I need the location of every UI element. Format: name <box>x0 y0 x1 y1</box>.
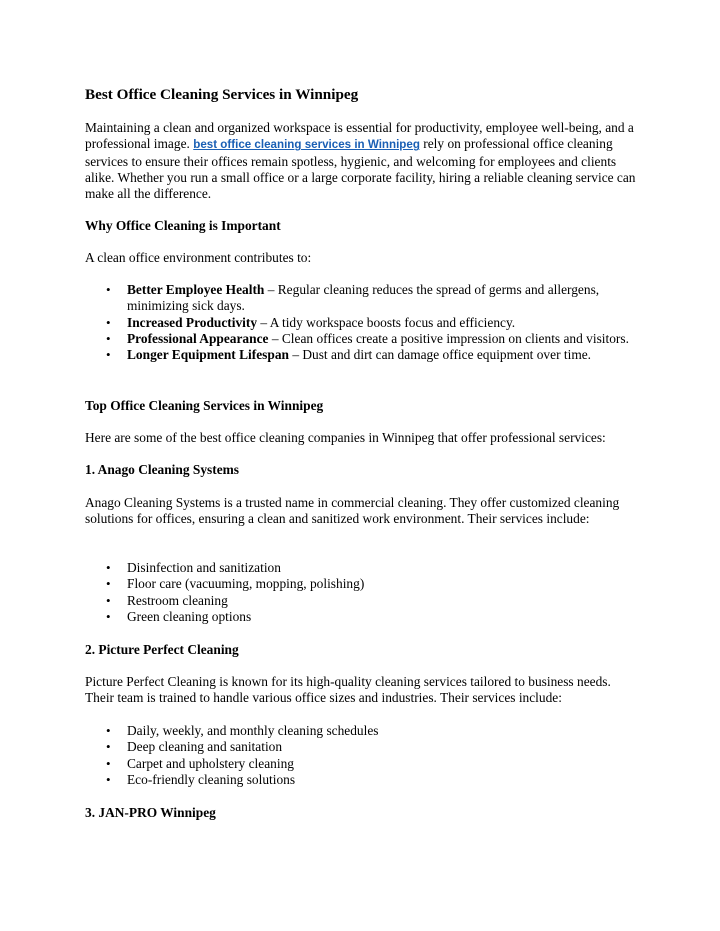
company-desc-picture-perfect: Picture Perfect Cleaning is known for its high-quality cleaning services tailored to business needs. Their team is trained to handle various office sizes and industries. Their services include: <box>85 674 611 706</box>
list-item: • Floor care (vacuuming, mopping, polishing) <box>85 576 645 592</box>
benefit-desc: – Clean offices create a positive impression on clients and visitors. <box>268 330 629 346</box>
anago-services-list <box>85 560 645 625</box>
benefit-term: Increased Productivity <box>127 314 258 330</box>
top-services-heading: Top Office Cleaning Services in Winnipeg <box>85 398 324 413</box>
page-title: Best Office Cleaning Services in Winnipeg <box>85 86 359 103</box>
company-heading-anago: 1. Anago Cleaning Systems <box>85 462 240 477</box>
list-item: • Daily, weekly, and monthly cleaning schedules <box>85 723 645 739</box>
benefit-term: Professional Appearance <box>127 330 269 346</box>
benefit-desc: – A tidy workspace boosts focus and efficiency. <box>257 314 516 330</box>
list-item: • Restroom cleaning <box>85 593 645 609</box>
list-item <box>85 282 645 315</box>
company-heading-janpro: 3. JAN-PRO Winnipeg <box>85 805 216 820</box>
benefits-list <box>85 282 645 363</box>
list-item: • Eco-friendly cleaning solutions <box>85 772 645 788</box>
intro-text-2: rely on professional office cleaning services to ensure their offices remain spotless, hygienic, and welcoming for employees and clients alike. Whether you run a small office or a large corporate facility, hiring a reliable cleaning service can make all the difference. <box>85 136 636 202</box>
services-link[interactable]: best office cleaning services in Winnipeg <box>193 138 420 152</box>
why-heading: Why Office Cleaning is Important <box>85 218 281 233</box>
list-item <box>85 331 645 347</box>
list-item: • Carpet and upholstery cleaning <box>85 756 645 772</box>
benefit-term: Better Employee Health <box>127 282 265 297</box>
why-lead: A clean office environment contributes to: <box>85 250 312 265</box>
intro-text-1: Maintaining a clean and organized workspace is essential for productivity, employee well-being, and a professional image. <box>85 120 634 152</box>
list-item: • Deep cleaning and sanitation <box>85 739 645 755</box>
list-item <box>85 315 645 331</box>
list-item: • Green cleaning options <box>85 609 645 625</box>
list-item: • Disinfection and sanitization <box>85 560 645 576</box>
intro-paragraph <box>85 120 645 202</box>
picture-perfect-services-list <box>85 723 645 788</box>
benefit-desc: – Dust and dirt can damage office equipment over time. <box>288 347 592 363</box>
benefit-term: Longer Equipment Lifespan <box>127 347 289 363</box>
list-item <box>85 347 645 363</box>
company-heading-picture-perfect: 2. Picture Perfect Cleaning <box>85 642 239 657</box>
company-desc-anago: Anago Cleaning Systems is a trusted name in commercial cleaning. They offer customized cleaning solutions for offices, ensuring a clean and sanitized work environment. Their services include: <box>85 495 620 527</box>
top-services-lead: Here are some of the best office cleaning companies in Winnipeg that offer professional services: <box>85 430 606 445</box>
benefit-desc: – Regular cleaning reduces the spread of germs and allergens, minimizing sick days. <box>127 282 600 314</box>
